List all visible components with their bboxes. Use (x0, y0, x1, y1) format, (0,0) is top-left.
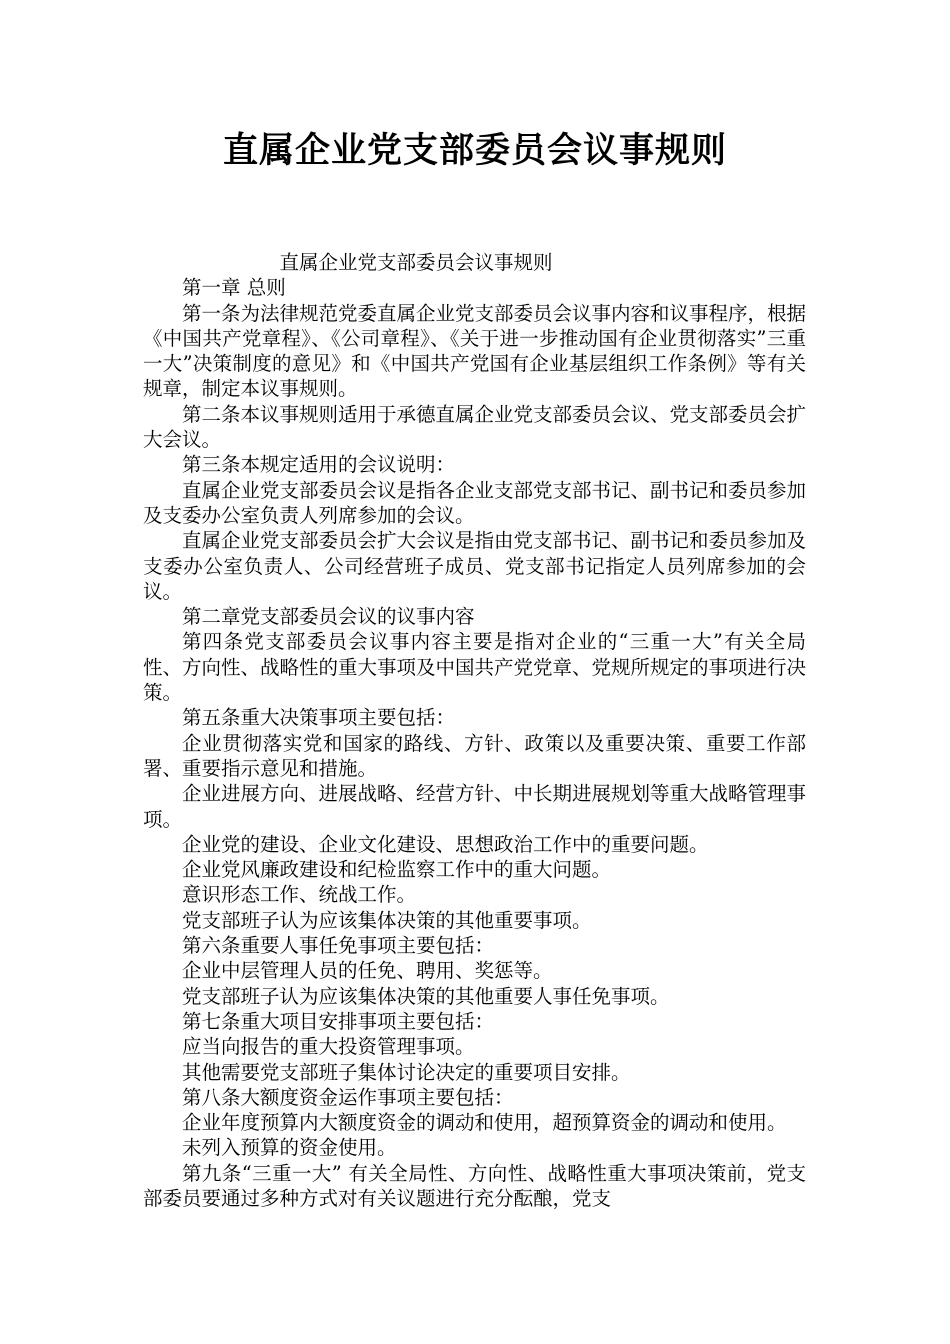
paragraph: 第三条本规定适用的会议说明： (182, 453, 456, 477)
paragraph: 第五条重大决策事项主要包括： (182, 706, 456, 730)
paragraph: 企业党的建设、企业文化建设、思想政治工作中的重要问题。 (182, 832, 709, 856)
paragraph: 第二条本议事规则适用于承德直属企业党支部委员会议、党支部委员会扩大会议。 (143, 402, 807, 452)
paragraph: 第六条重要人事任免事项主要包括： (182, 934, 495, 958)
paragraph: 应当向报告的重大投资管理事项。 (182, 1035, 475, 1059)
document-body (143, 250, 806, 1211)
paragraph: 第二章党支部委员会议的议事内容 (182, 605, 475, 629)
paragraph: 未列入预算的资金使用。 (182, 1136, 397, 1160)
paragraph: 第一章 总则 (182, 276, 286, 300)
paragraph: 第八条大额度资金运作事项主要包括： (182, 1085, 514, 1109)
paragraph: 其他需要党支部班子集体讨论决定的重要项目安排。 (182, 1060, 631, 1084)
document-title: 直属企业党支部委员会议事规则 (222, 131, 727, 171)
document-subtitle: 直属企业党支部委员会议事规则 (279, 251, 553, 274)
paragraph: 第一条为法律规范党委直属企业党支部委员会议事内容和议事程序，根据《中国共产党章程》、《公司章程》、《关于进一步推动国有企业贯彻落实”三重一大”决策制度的意见》和《中国共产党国有企业基层组织工作条例》等有关规章，制定本议事规则。 (143, 301, 807, 401)
paragraph: 第七条重大项目安排事项主要包括： (182, 1009, 495, 1033)
paragraph: 企业贯彻落实党和国家的路线、方针、政策以及重要决策、重要工作部署、重要指示意见和措施。 (143, 731, 806, 780)
paragraph: 企业进展方向、进展战略、经营方针、中长期进展规划等重大战略管理事项。 (143, 782, 807, 831)
paragraph: 企业年度预算内大额度资金的调动和使用，超预算资金的调动和使用。 (182, 1111, 787, 1135)
paragraph: 党支部班子认为应该集体决策的其他重要事项。 (182, 908, 592, 932)
paragraph: 企业党风廉政建设和纪检监察工作中的重大问题。 (182, 858, 612, 882)
paragraph: 党支部班子认为应该集体决策的其他重要人事任免事项。 (182, 984, 670, 1008)
paragraph: 直属企业党支部委员会议是指各企业支部党支部书记、副书记和委员参加及支委办公室负责人列席参加的会议。 (143, 478, 807, 527)
paragraph: 意识形态工作、统战工作。 (182, 883, 417, 907)
paragraph: 直属企业党支部委员会扩大会议是指由党支部书记、副书记和委员参加及支委办公室负责人、公司经营班子成员、党支部书记指定人员列席参加的会议。 (143, 529, 807, 603)
paragraph: 企业中层管理人员的任免、聘用、奖惩等。 (182, 959, 553, 983)
paragraph: 第九条“三重一大” 有关全局性、方向性、战略性重大事项决策前，党支部委员要通过多种方式对有关议题进行充分酝酿，党支 (143, 1161, 806, 1210)
paragraph: 第四条党支部委员会议事内容主要是指对企业的“三重一大”有关全局性、方向性、战略性的重大事项及中国共产党党章、党规所规定的事项进行决策。 (143, 630, 807, 705)
